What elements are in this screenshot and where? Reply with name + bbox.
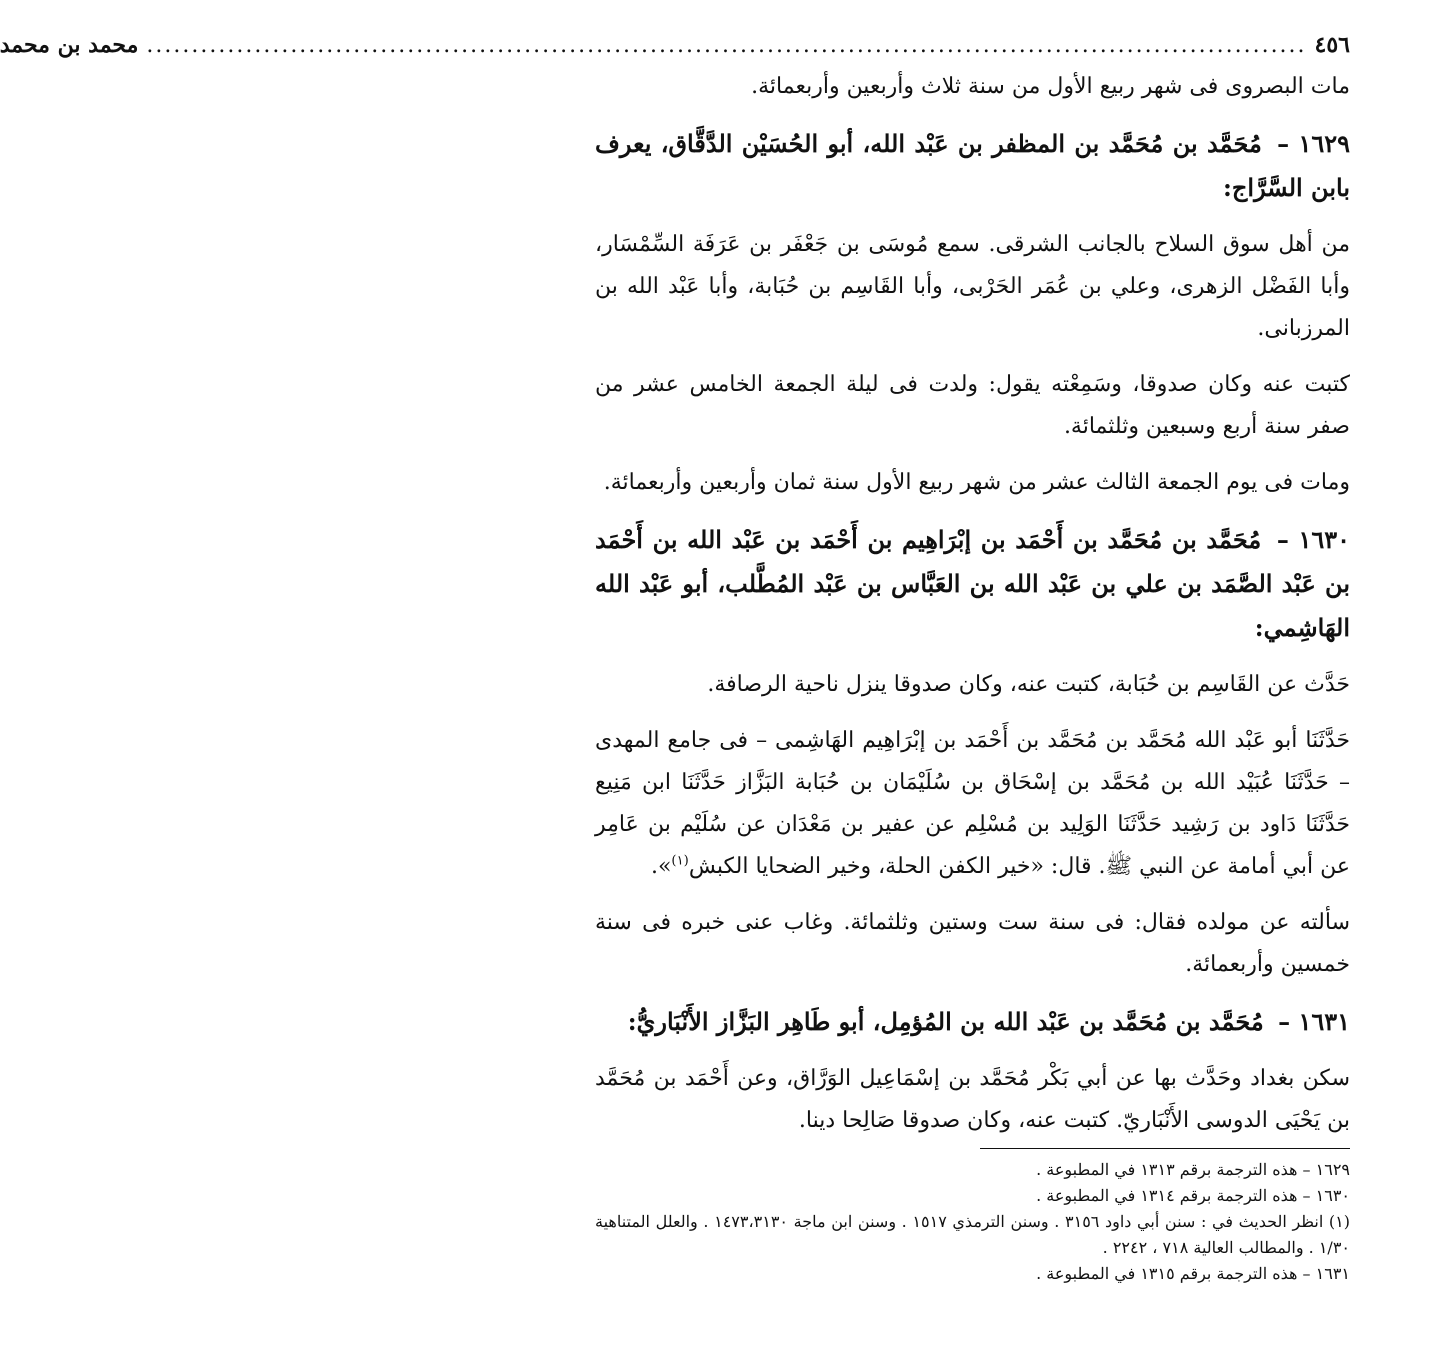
entry-number: ١٦٢٩ – [1277,129,1350,158]
entry-title: مُحَمَّد بن مُحَمَّد بن أَحْمَد بن إبْرَاهِيم بن أَحْمَد بن عَبْد الله بن أَحْمَد بن عَبْد الصَّمَد بن علي بن عَبْد الله بن العَبَّاس بن عَبْد المُطَّلب، أبو عَبْد الله الهَاشِمي: [595,525,1350,642]
paragraph: حَدَّث عن القَاسِم بن حُبَابة، كتبت عنه، وكان صدوقا ينزل ناحية الرصافة. [707,672,1350,697]
page-header [0,32,1350,66]
footnote: ١٦٢٩ – هذه الترجمة برقم ١٣١٣ في المطبوعة . [1036,1160,1350,1179]
entry-heading-1630 [595,518,1350,650]
entry-number: ١٦٣٠ – [1276,525,1350,554]
footnote: ١٦٣١ – هذه الترجمة برقم ١٣١٥ في المطبوعة . [1036,1264,1350,1283]
header-leader-dots: ................................................................................................................................. [146,33,1307,58]
book-page [0,32,1351,1287]
entry-heading-1631 [595,1000,1350,1044]
hadith-text: حَدَّثَنَا أبو عَبْد الله مُحَمَّد بن مُحَمَّد بن أَحْمَد بن إبْرَاهِيم الهَاشِمى – فى جامع المهدى – حَدَّثَنَا عُبَيْد الله بن مُحَمَّد بن إسْحَاق بن سُلَيْمَان بن حُبَابة البَزَّاز حَدَّثَنَا ابن مَنِيع حَدَّثَنَا دَاود بن رَشِيد حَدَّثَنَا الوَلِيد بن مُسْلِم عن عفير بن مَعْدَان عن سُلَيْم بن عَامِر عن أبي أمامة عن النبي ﷺ. قال: «خير الكفن الحلة، وخير الضحايا الكبش [595,728,1350,879]
entry-heading-1629 [595,122,1350,210]
paragraph: سكن بغداد وحَدَّث بها عن أبي بَكْر مُحَمَّد بن إسْمَاعِيل الوَرَّاق، وعن أَحْمَد بن مُحَمَّد بن يَحْيَى الدوسى الأَنْبَاريّ. كتبت عنه، وكان صدوقا صَالِحا دينا. [595,1066,1350,1133]
entry-title: مُحَمَّد بن مُحَمَّد بن عَبْد الله بن المُؤمِل، أبو طَاهِر البَزَّاز الأَنْبَاريُّ: [627,1007,1264,1036]
footnote: ١٦٣٠ – هذه الترجمة برقم ١٣١٤ في المطبوعة . [1036,1186,1350,1205]
entry-number: ١٦٣١ – [1278,1007,1350,1036]
hadith-paragraph [595,720,1350,888]
paragraph: مات البصروى فى شهر ربيع الأول من سنة ثلاث وأربعين وأربعمائة. [751,74,1350,99]
footnote: (١) انظر الحديث في : سنن أبي داود ٣١٥٦ . وسنن الترمذي ١٥١٧ . وسنن ابن ماجة ١٤٧٣،٣١٣٠ . والعلل المتناهية ١/٣٠ . والمطالب العالية ٧١٨ ، ٢٢٤٢ . [595,1212,1351,1257]
paragraph: كتبت عنه وكان صدوقا، وسَمِعْته يقول: ولدت فى ليلة الجمعة الخامس عشر من صفر سنة أربع وسبعين وثلثمائة. [595,372,1350,439]
paragraph: من أهل سوق السلاح بالجانب الشرقى. سمع مُوسَى بن جَعْفَر بن عَرَفَة السِّمْسَار، وأبا الفَضْل الزهرى، وعلي بن عُمَر الحَرْبى، وأبا القَاسِم بن حُبَابة، وأبا عَبْد الله بن المرزبانى. [595,232,1350,341]
paragraph: ومات فى يوم الجمعة الثالث عشر من شهر ربيع الأول سنة ثمان وأربعين وأربعمائة. [603,470,1350,495]
paragraph: سألته عن مولده فقال: فى سنة ست وستين وثلثمائة. وغاب عنى خبره فى سنة خمسين وأربعمائة. [595,910,1350,977]
footnote-divider [980,1148,1350,1149]
running-title: محمد بن محمد [0,32,139,58]
page-number: ٤٥٦ [1314,32,1350,58]
entry-title: مُحَمَّد بن مُحَمَّد بن المظفر بن عَبْد الله، أبو الحُسَيْن الدَّقَّاق، يعرف بابن السَّرَّاج: [595,129,1350,202]
quote-close: ». [650,854,672,879]
footnote-marker: (١) [671,853,689,869]
